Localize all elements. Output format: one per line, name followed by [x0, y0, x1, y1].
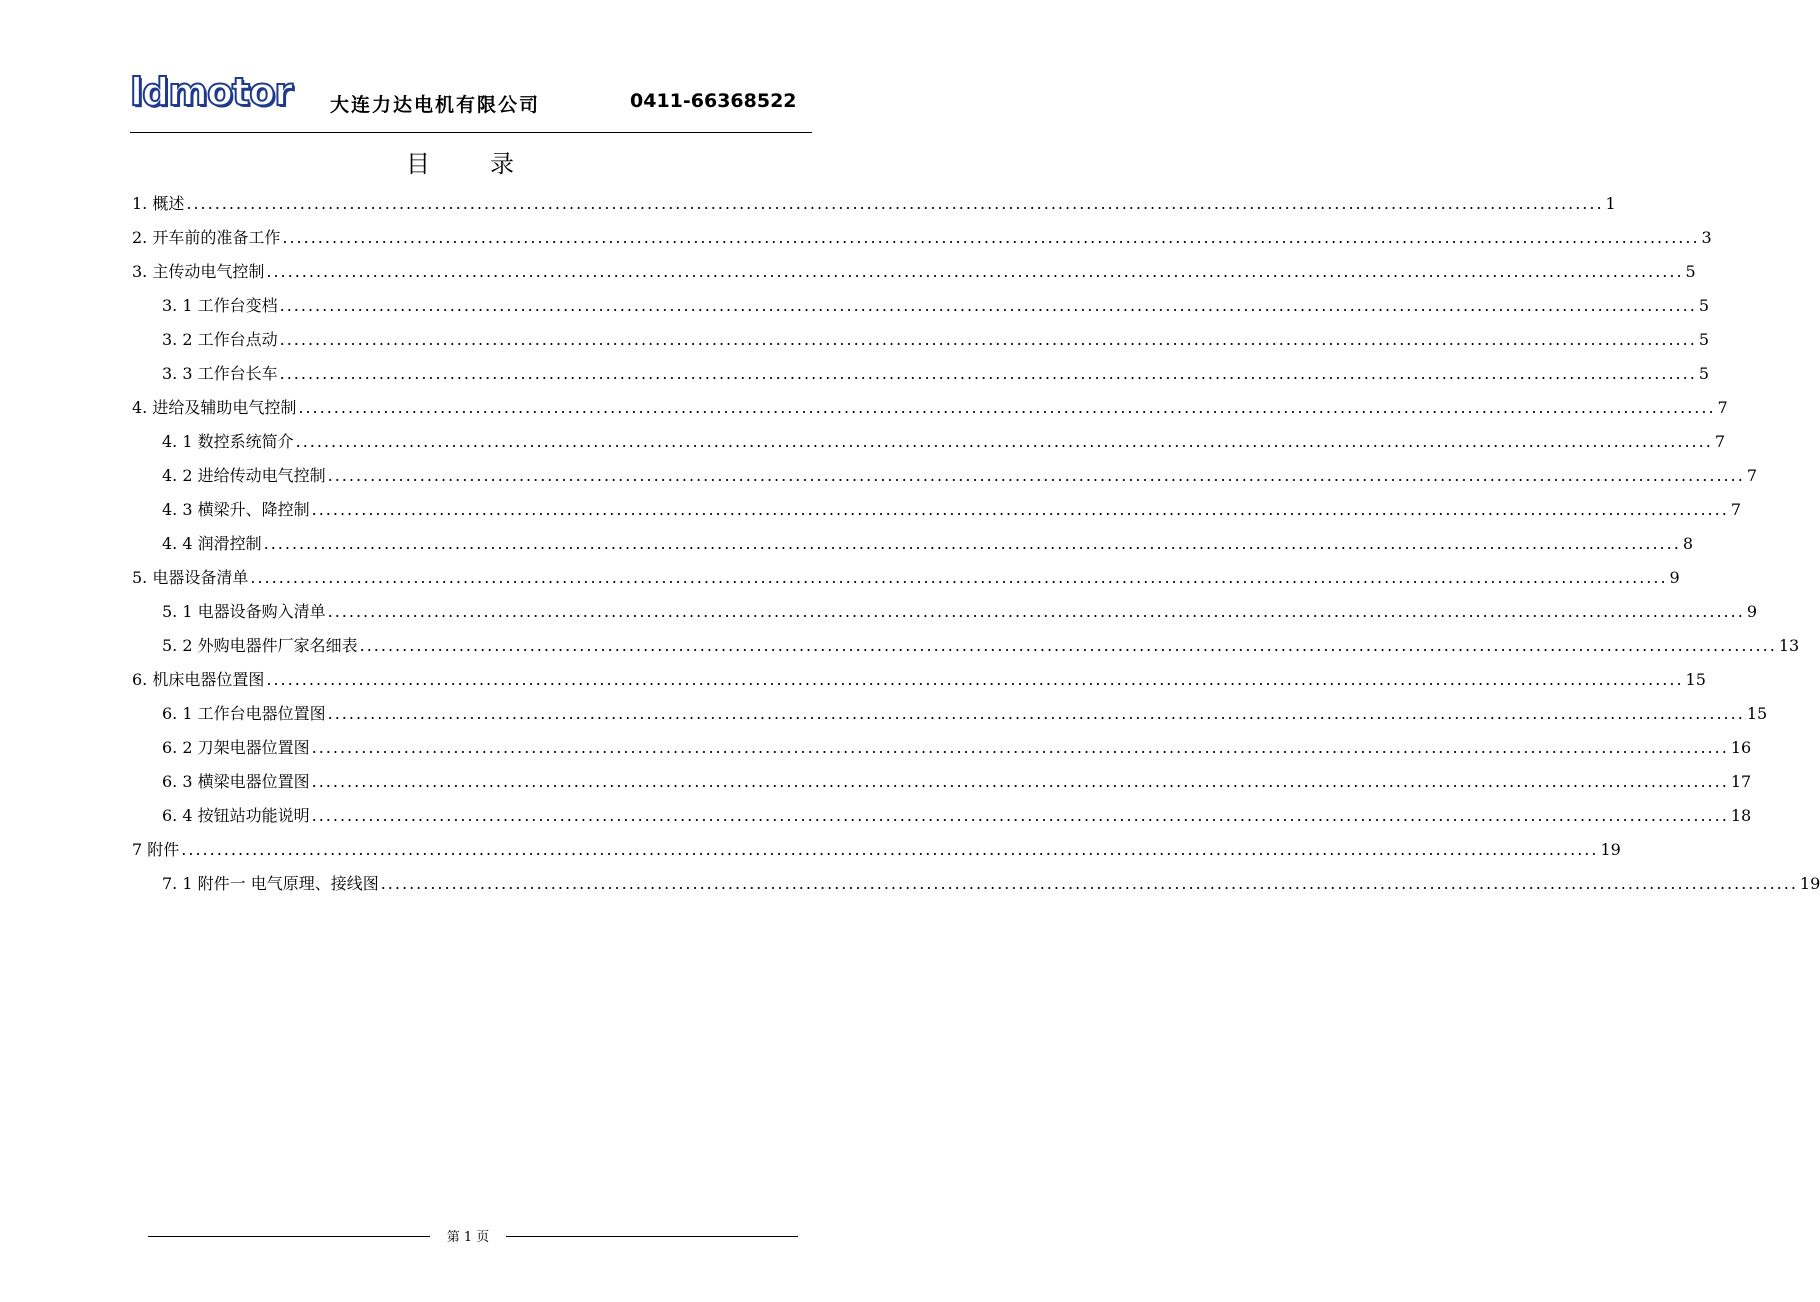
toc-entry-label: 6. 1 工作台电器位置图 — [162, 704, 326, 723]
toc-entry[interactable] — [132, 493, 1741, 527]
company-phone: 0411-66368522 — [630, 90, 797, 112]
toc-entry-page: 7 — [1730, 500, 1741, 519]
toc-entry-label: 7 附件 — [132, 840, 180, 859]
toc-entry[interactable] — [132, 187, 1616, 221]
toc-entry[interactable] — [132, 527, 1693, 561]
toc-entry-label: 6. 3 横梁电器位置图 — [162, 772, 310, 791]
company-name: 大连力达电机有限公司 — [330, 94, 541, 116]
toc-entry-label: 7. 1 附件一 电气原理、接线图 — [162, 874, 379, 893]
toc-entry-page: 19 — [1600, 840, 1621, 859]
toc-entry-page: 13 — [1778, 636, 1800, 655]
toc-entry-page: 19 — [1799, 874, 1820, 893]
toc-dot-leader: ........................................................................................................................................................................................................ — [327, 466, 1745, 485]
toc-entry-label: 3. 2 工作台点动 — [162, 330, 278, 349]
toc-entry-page: 7 — [1746, 466, 1757, 485]
toc-dot-leader: ........................................................................................................................................................................................................ — [181, 840, 1599, 859]
toc-entry-page: 5 — [1698, 330, 1709, 349]
toc-entry-label: 2. 开车前的准备工作 — [132, 228, 281, 247]
toc-entry-page: 9 — [1746, 602, 1757, 621]
toc-entry[interactable] — [132, 255, 1696, 289]
toc-dot-leader: ........................................................................................................................................................................................................ — [311, 806, 1729, 825]
toc-entry-page: 7 — [1714, 432, 1725, 451]
toc-entry-label: 3. 1 工作台变档 — [162, 296, 278, 315]
toc-entry[interactable] — [132, 731, 1752, 765]
toc-entry-page: 9 — [1669, 568, 1680, 587]
toc-entry[interactable] — [132, 833, 1621, 867]
toc-dot-leader: ........................................................................................................................................................................................................ — [266, 262, 1684, 281]
toc-entry-page: 16 — [1730, 738, 1752, 757]
toc-entry[interactable] — [132, 459, 1757, 493]
toc-entry[interactable] — [132, 663, 1706, 697]
toc-entry-label: 6. 4 按钮站功能说明 — [162, 806, 310, 825]
toc-entry-label: 6. 2 刀架电器位置图 — [162, 738, 310, 757]
toc-entry-label: 4. 1 数控系统简介 — [162, 432, 294, 451]
page-footer — [148, 1222, 798, 1250]
toc-dot-leader: ........................................................................................................................................................................................................ — [359, 636, 1777, 655]
toc-entry[interactable] — [132, 629, 1800, 663]
toc-entry-label: 3. 主传动电气控制 — [132, 262, 265, 281]
toc-entry-label: 4. 3 横梁升、降控制 — [162, 500, 310, 519]
toc-dot-leader: ........................................................................................................................................................................................................ — [327, 704, 1745, 723]
toc-entry-page: 18 — [1730, 806, 1752, 825]
toc-dot-leader: ........................................................................................................................................................................................................ — [279, 364, 1697, 383]
toc-entry-label: 4. 4 润滑控制 — [162, 534, 262, 553]
page-header — [130, 68, 812, 132]
toc-entry-label: 4. 2 进给传动电气控制 — [162, 466, 326, 485]
toc-entry-page: 7 — [1717, 398, 1728, 417]
footer-rule-right — [506, 1236, 798, 1237]
toc-dot-leader: ........................................................................................................................................................................................................ — [380, 874, 1798, 893]
toc-dot-leader: ........................................................................................................................................................................................................ — [266, 670, 1684, 689]
toc-entry-page: 17 — [1730, 772, 1752, 791]
toc-entry[interactable] — [132, 323, 1709, 357]
toc-entry-label: 6. 机床电器位置图 — [132, 670, 265, 689]
toc-entry-label: 5. 2 外购电器件厂家名细表 — [162, 636, 358, 655]
toc-dot-leader: ........................................................................................................................................................................................................ — [279, 296, 1697, 315]
toc-dot-leader: ........................................................................................................................................................................................................ — [250, 568, 1668, 587]
footer-page-number: 第 1 页 — [446, 1230, 490, 1245]
toc-entry[interactable] — [132, 867, 1820, 901]
toc-entry-page: 5 — [1685, 262, 1696, 281]
toc-entry-label: 1. 概述 — [132, 194, 185, 213]
toc-entry-label: 4. 进给及辅助电气控制 — [132, 398, 297, 417]
company-logo: ldmotor — [130, 70, 292, 114]
toc-entry[interactable] — [132, 595, 1757, 629]
toc-dot-leader: ........................................................................................................................................................................................................ — [311, 772, 1729, 791]
toc-entry-label: 3. 3 工作台长车 — [162, 364, 278, 383]
toc-entry[interactable] — [132, 425, 1725, 459]
toc-entry[interactable] — [132, 391, 1728, 425]
toc-dot-leader: ........................................................................................................................................................................................................ — [295, 432, 1713, 451]
toc-entry[interactable] — [132, 561, 1680, 595]
header-divider — [130, 132, 812, 133]
toc-dot-leader: ........................................................................................................................................................................................................ — [279, 330, 1697, 349]
toc-entry-label: 5. 1 电器设备购入清单 — [162, 602, 326, 621]
toc-entry-page: 15 — [1685, 670, 1706, 689]
toc-entry[interactable] — [132, 289, 1709, 323]
toc-entry[interactable] — [132, 357, 1709, 391]
table-of-contents — [132, 187, 1820, 901]
toc-entry-label: 5. 电器设备清单 — [132, 568, 249, 587]
footer-rule-left — [148, 1236, 430, 1237]
toc-entry-page: 5 — [1698, 364, 1709, 383]
toc-entry-page: 15 — [1746, 704, 1768, 723]
toc-dot-leader: ........................................................................................................................................................................................................ — [282, 228, 1700, 247]
toc-title: 目录 — [406, 150, 574, 178]
toc-entry[interactable] — [132, 697, 1768, 731]
toc-dot-leader: ........................................................................................................................................................................................................ — [327, 602, 1745, 621]
toc-entry[interactable] — [132, 221, 1712, 255]
toc-entry-page: 8 — [1682, 534, 1693, 553]
toc-dot-leader: ........................................................................................................................................................................................................ — [311, 738, 1729, 757]
toc-entry-page: 3 — [1701, 228, 1712, 247]
toc-dot-leader: ........................................................................................................................................................................................................ — [186, 194, 1604, 213]
toc-entry[interactable] — [132, 799, 1752, 833]
toc-dot-leader: ........................................................................................................................................................................................................ — [311, 500, 1729, 519]
toc-entry-page: 5 — [1698, 296, 1709, 315]
toc-dot-leader: ........................................................................................................................................................................................................ — [298, 398, 1716, 417]
toc-dot-leader: ........................................................................................................................................................................................................ — [263, 534, 1681, 553]
toc-entry[interactable] — [132, 765, 1752, 799]
toc-entry-page: 1 — [1605, 194, 1616, 213]
